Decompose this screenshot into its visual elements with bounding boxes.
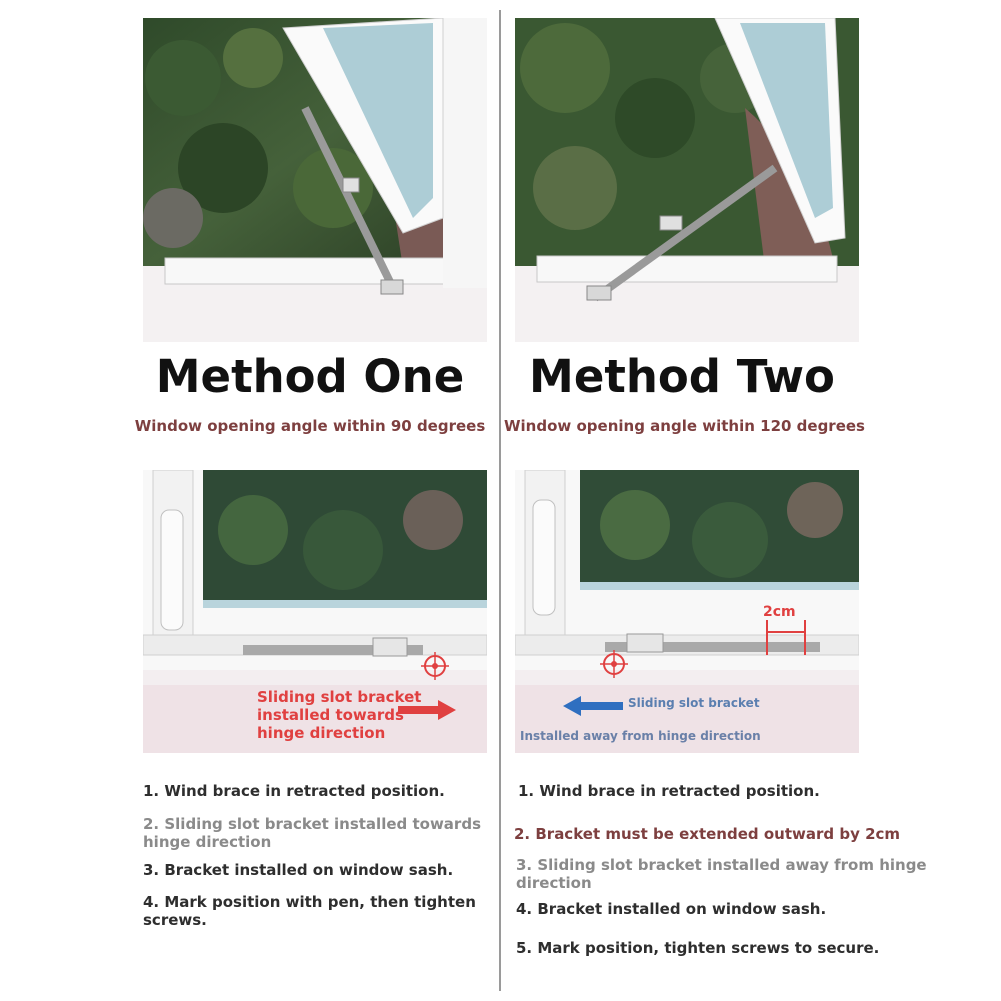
- method-two-detail-label: Sliding slot bracket: [628, 696, 760, 710]
- detail-label-line-1: Sliding slot bracket: [257, 688, 422, 706]
- method-two-detail-caption: Installed away from hinge direction: [520, 729, 761, 743]
- detail-label-line-3: hinge direction: [257, 724, 386, 742]
- method-one-step-2: 2. Sliding slot bracket installed towards hinge direction: [143, 815, 481, 851]
- window-open-120-illustration: [515, 18, 859, 342]
- method-two-step-2: 2. Bracket must be extended outward by 2cm: [514, 825, 901, 843]
- center-divider: [499, 10, 501, 991]
- method-one-subtitle: Window opening angle within 90 degrees: [134, 417, 486, 435]
- method-two-step-3: 3. Sliding slot bracket installed away from hinge direction: [516, 856, 927, 892]
- method-one-detail-label: [257, 688, 421, 742]
- method-two-step-1: 1. Wind brace in retracted position.: [518, 782, 820, 800]
- window-open-90-illustration: [143, 18, 487, 342]
- method-two-subtitle: Window opening angle within 120 degrees: [504, 417, 865, 435]
- method-one-step-1: 1. Wind brace in retracted position.: [143, 782, 445, 800]
- photo-method-one-detail: [143, 470, 487, 753]
- method-one-title: Method One: [155, 350, 465, 403]
- method-one-step-4: 4. Mark position with pen, then tighten screws.: [143, 893, 476, 929]
- method-two-step-4: 4. Bracket installed on window sash.: [516, 900, 827, 918]
- detail-label-line-2: installed towards: [257, 706, 404, 724]
- method-two-title: Method Two: [529, 350, 835, 403]
- photo-method-two-detail: [515, 470, 859, 753]
- measure-label: 2cm: [763, 604, 796, 620]
- method-one-step-3: 3. Bracket installed on window sash.: [143, 861, 454, 879]
- bracket-extended-illustration: [515, 470, 859, 753]
- photo-method-two-open: [515, 18, 859, 342]
- photo-method-one-open: [143, 18, 487, 342]
- method-two-step-5: 5. Mark position, tighten screws to secure.: [516, 939, 880, 957]
